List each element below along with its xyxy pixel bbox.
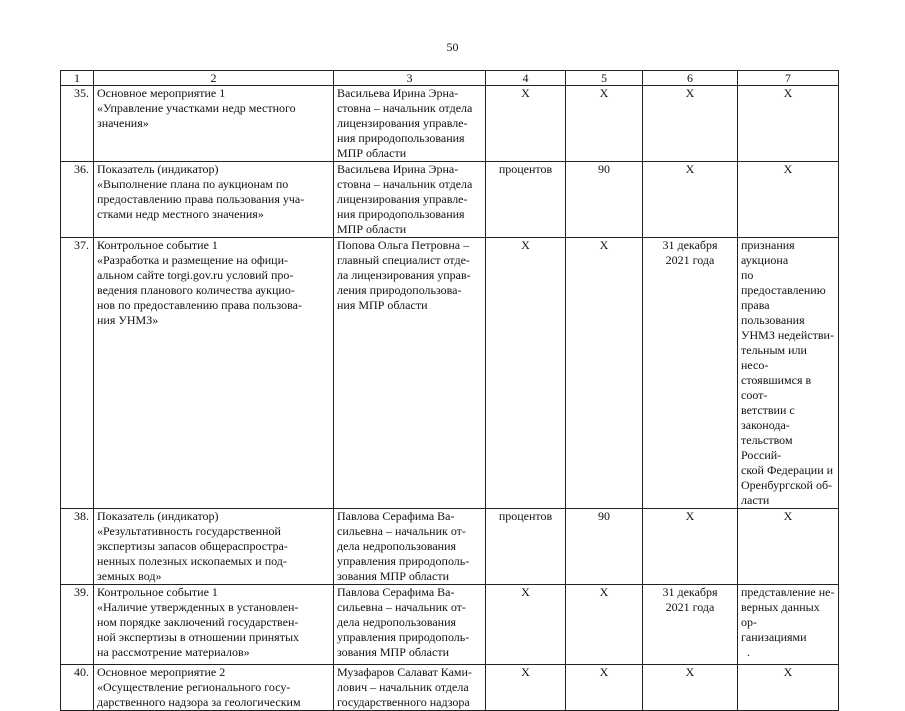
risk-cell	[738, 509, 839, 585]
c3-line: сильевна – начальник от-	[337, 600, 466, 614]
c3-line: Музафаров Салават Ками-	[337, 665, 472, 679]
unit-cell: Х	[486, 238, 566, 509]
c3-line: лицензирования управле-	[337, 116, 468, 130]
c2-line: Контрольное событие 1	[97, 585, 218, 599]
c2-line: стками недр местного значения»	[97, 207, 264, 221]
column-header: 6	[643, 71, 738, 86]
c3-line: главный специалист отде-	[337, 253, 470, 267]
c7-line: признания аукциона	[741, 238, 795, 267]
row-number: 35.	[61, 86, 94, 162]
c3-line: лович – начальник отдела	[337, 680, 469, 694]
c2-line: «Разработка и размещение на офици-	[97, 253, 288, 267]
unit-cell: Х	[486, 86, 566, 162]
responsible-person	[334, 665, 486, 711]
column-header: 4	[486, 71, 566, 86]
c2-line: «Осуществление регионального госу-	[97, 680, 291, 694]
event-description	[94, 162, 334, 238]
c7-line: Х	[783, 162, 793, 176]
value-cell: Х	[566, 238, 643, 509]
c6-line: 31 декабря	[662, 585, 718, 599]
row-number: 40.	[61, 665, 94, 711]
responsible-person	[334, 162, 486, 238]
c7-line: ганизациями	[741, 630, 807, 644]
c2-line: Контрольное событие 1	[97, 238, 218, 252]
c6-line: 2021 года	[665, 600, 715, 614]
c3-line: государственного надзора	[337, 695, 470, 709]
deadline-cell	[643, 509, 738, 585]
unit-cell: Х	[486, 665, 566, 711]
c6-line: Х	[685, 665, 695, 679]
unit-cell: процентов	[486, 162, 566, 238]
column-header: 2	[94, 71, 334, 86]
c7-line: Х	[783, 509, 793, 523]
c3-line: ния природопользования	[337, 207, 465, 221]
c2-line: нов по предоставлению права пользова-	[97, 298, 302, 312]
c7-line: тельством Россий-	[741, 433, 793, 462]
c7-line: .	[747, 645, 750, 659]
table-row	[61, 162, 839, 238]
responsible-person	[334, 585, 486, 665]
c2-line: «Наличие утвержденных в установлен-	[97, 600, 299, 614]
c3-line: стовна – начальник отдела	[337, 101, 473, 115]
value-cell: 90	[566, 162, 643, 238]
risk-cell	[738, 238, 839, 509]
c3-line: ла лицензирования управ-	[337, 268, 471, 282]
c3-line: Васильева Ирина Эрна-	[337, 162, 459, 176]
c7-line: УНМЗ недействи-	[741, 328, 834, 342]
c7-line: стоявшимся в соот-	[741, 373, 812, 402]
c7-line: по предоставлению	[741, 268, 826, 297]
column-header: 3	[334, 71, 486, 86]
row-number: 38.	[61, 509, 94, 585]
c2-line: на рассмотрение материалов»	[97, 645, 250, 659]
row-number: 36.	[61, 162, 94, 238]
c3-line: зования МПР области	[337, 569, 449, 583]
risk-cell	[738, 665, 839, 711]
c6-line: Х	[685, 162, 695, 176]
c2-line: Основное мероприятие 2	[97, 665, 226, 679]
row-number: 37.	[61, 238, 94, 509]
c3-line: лицензирования управле-	[337, 192, 468, 206]
c2-line: ном порядке заключений государствен-	[97, 615, 299, 629]
c3-line: Попова Ольга Петровна –	[337, 238, 470, 252]
event-description	[94, 509, 334, 585]
deadline-cell	[643, 86, 738, 162]
value-cell: Х	[566, 665, 643, 711]
c2-line: земных вод»	[97, 569, 162, 583]
unit-cell: Х	[486, 585, 566, 665]
c3-line: МПР области	[337, 222, 407, 236]
event-description	[94, 665, 334, 711]
c3-line: Васильева Ирина Эрна-	[337, 86, 459, 100]
c2-line: «Результативность государственной	[97, 524, 281, 538]
event-description	[94, 86, 334, 162]
c6-line: Х	[685, 86, 695, 100]
event-description	[94, 585, 334, 665]
risk-cell	[738, 86, 839, 162]
c3-line: управления природополь-	[337, 554, 470, 568]
c2-line: ния УНМЗ»	[97, 313, 159, 327]
program-table	[60, 70, 839, 711]
c2-line: альном сайте torgi.gov.ru условий про-	[97, 268, 294, 282]
c2-line: ведения планового количества аукцио-	[97, 283, 295, 297]
c3-line: сильевна – начальник от-	[337, 524, 466, 538]
c3-line: Павлова Серафима Ва-	[337, 509, 455, 523]
deadline-cell	[643, 162, 738, 238]
column-header: 7	[738, 71, 839, 86]
value-cell: Х	[566, 86, 643, 162]
c3-line: управления природополь-	[337, 630, 470, 644]
c2-line: ной экспертизы в отношении принятых	[97, 630, 300, 644]
c2-line: экспертизы запасов общераспростра-	[97, 539, 288, 553]
c7-line: Х	[783, 665, 793, 679]
c7-line: ветствии с законода-	[741, 403, 795, 432]
c2-line: ненных полезных ископаемых и под-	[97, 554, 287, 568]
c6-line: Х	[685, 509, 695, 523]
risk-cell	[738, 585, 839, 665]
c2-line: «Управление участками недр местного	[97, 101, 296, 115]
unit-cell: процентов	[486, 509, 566, 585]
c2-line: Основное мероприятие 1	[97, 86, 226, 100]
c3-line: ления природопользова-	[337, 283, 462, 297]
deadline-cell	[643, 585, 738, 665]
c2-line: предоставлению права пользования уча-	[97, 192, 305, 206]
c3-line: ния природопользования	[337, 131, 465, 145]
risk-cell	[738, 162, 839, 238]
c7-line: ласти	[741, 493, 770, 507]
table-row	[61, 509, 839, 585]
c3-line: зования МПР области	[337, 645, 449, 659]
c2-line: Показатель (индикатор)	[97, 162, 219, 176]
c7-line: права пользования	[741, 298, 805, 327]
event-description	[94, 238, 334, 509]
c3-line: Павлова Серафима Ва-	[337, 585, 455, 599]
c2-line: Показатель (индикатор)	[97, 509, 219, 523]
c7-line: верных данных ор-	[741, 600, 820, 629]
row-number: 39.	[61, 585, 94, 665]
c6-line: 31 декабря	[662, 238, 718, 252]
value-cell: Х	[566, 585, 643, 665]
c2-line: дарственного надзора за геологическим	[97, 695, 301, 709]
c2-line: значения»	[97, 116, 149, 130]
deadline-cell	[643, 238, 738, 509]
c3-line: дела недропользования	[337, 615, 457, 629]
responsible-person	[334, 509, 486, 585]
column-header: 5	[566, 71, 643, 86]
table-header-row	[61, 71, 839, 86]
c7-line: ской Федерации и	[741, 463, 834, 477]
c7-line: Х	[783, 86, 793, 100]
page-number: 50	[446, 40, 459, 54]
c7-line: тельным или несо-	[741, 343, 807, 372]
c2-line: «Выполнение плана по аукционам по	[97, 177, 289, 191]
table-row	[61, 585, 839, 665]
c6-line: 2021 года	[665, 253, 715, 267]
table-row	[61, 238, 839, 509]
table-row	[61, 86, 839, 162]
c3-line: дела недропользования	[337, 539, 457, 553]
c3-line: ния МПР области	[337, 298, 428, 312]
c3-line: МПР области	[337, 146, 407, 160]
c7-line: представление не-	[741, 585, 835, 599]
column-header: 1	[61, 71, 94, 86]
responsible-person	[334, 238, 486, 509]
responsible-person	[334, 86, 486, 162]
deadline-cell	[643, 665, 738, 711]
c3-line: стовна – начальник отдела	[337, 177, 473, 191]
value-cell: 90	[566, 509, 643, 585]
table-row	[61, 665, 839, 711]
c7-line: Оренбургской об-	[741, 478, 833, 492]
